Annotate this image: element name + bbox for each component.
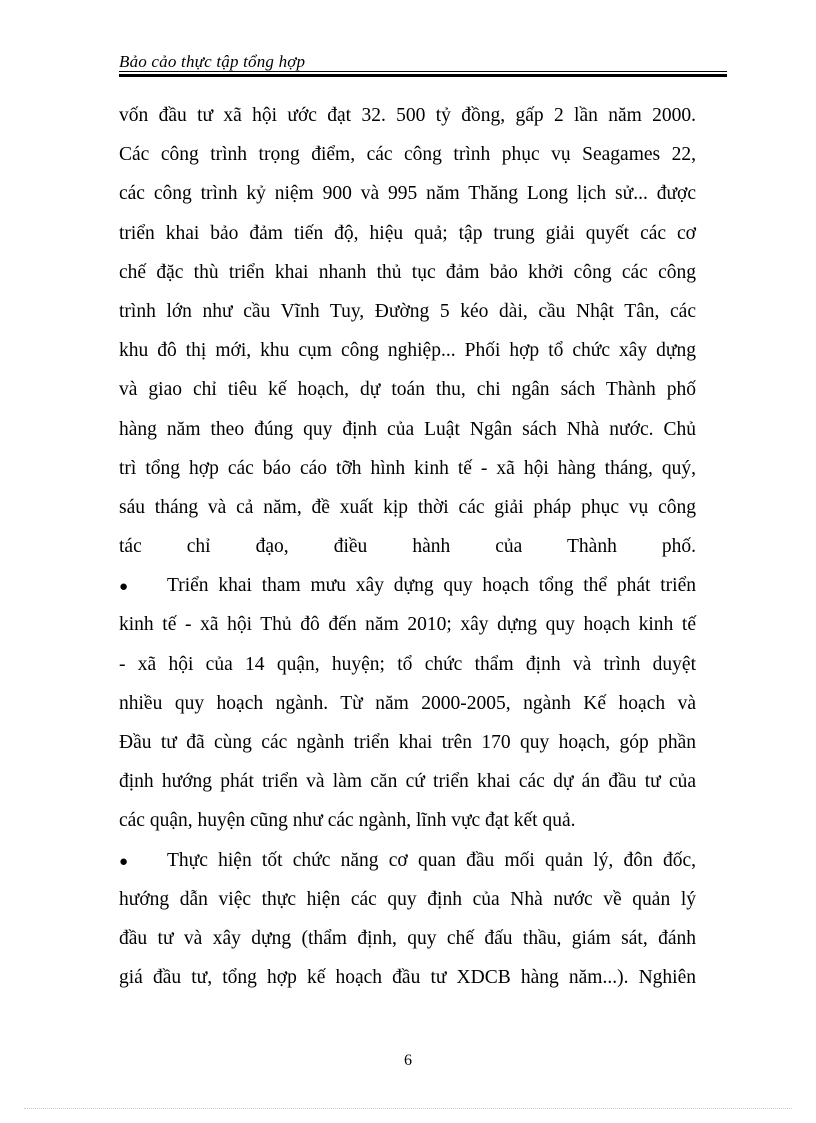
bullet-line	[119, 566, 696, 605]
bullet-line	[119, 841, 696, 880]
text-line-content: giá đầu tư, tổng hợp kế hoạch đầu tư XDCB hàng năm...). Nghiên	[119, 967, 696, 989]
text-line	[119, 370, 696, 409]
text-line-content: Thực hiện tốt chức năng cơ quan đầu mối quản lý, đôn đốc,	[167, 849, 696, 871]
text-line-content: - xã hội của 14 quận, huyện; tổ chức thẩm định và trình duyệt	[119, 653, 696, 675]
text-line	[119, 880, 696, 919]
page-number: 6	[404, 1052, 412, 1069]
text-line-content: nhiều quy hoạch ngành. Từ năm 2000-2005, ngành Kế hoạch và	[119, 692, 696, 714]
text-line-content: hàng năm theo đúng quy định của Luật Ngân sách Nhà nước. Chủ	[119, 418, 696, 440]
text-line-content: trình lớn như cầu Vĩnh Tuy, Đường 5 kéo dài, cầu Nhật Tân, các	[119, 300, 696, 322]
text-line	[119, 135, 696, 174]
text-line	[119, 214, 696, 253]
text-line-content: vốn đầu tư xã hội ước đạt 32. 500 tỷ đồng, gấp 2 lần năm 2000.	[119, 105, 696, 126]
text-line-content: chế đặc thù triển khai nhanh thủ tục đảm bảo khởi công các công	[119, 261, 696, 283]
header-rule-thin	[119, 71, 727, 72]
text-line-content: sáu tháng và cả năm, đề xuất kịp thời các giải pháp phục vụ công	[119, 496, 696, 518]
header-title: Bảo cảo thực tập tổng hợp	[119, 52, 306, 71]
text-line-content: hướng dẫn việc thực hiện các quy định của Nhà nước về quản lý	[119, 888, 696, 910]
text-line	[119, 645, 696, 684]
page-header	[119, 50, 727, 76]
text-line	[119, 449, 696, 488]
text-line-content: và giao chỉ tiêu kế hoạch, dự toán thu, chi ngân sách Thành phố	[119, 379, 696, 401]
text-line	[119, 527, 696, 566]
text-line-content: Triển khai tham mưu xây dựng quy hoạch tổng thể phát triển	[167, 575, 696, 597]
text-line-content: các quận, huyện cũng như các ngành, lĩnh vực đạt kết quả.	[119, 810, 576, 832]
text-line	[119, 410, 696, 449]
text-line-content: triển khai bảo đảm tiến độ, hiệu quả; tập trung giải quyết các cơ	[119, 222, 696, 244]
text-line-content: đầu tư và xây dựng (thẩm định, quy chế đấu thầu, giám sát, đánh	[119, 927, 696, 949]
text-line-content: khu đô thị mới, khu cụm công nghiệp... Phối hợp tổ chức xây dựng	[119, 340, 696, 362]
header-rule-thick	[119, 74, 727, 77]
text-line	[119, 762, 696, 801]
text-line-content: định hướng phát triển và làm căn cứ triển khai các dự án đầu tư của	[119, 771, 696, 793]
text-line	[119, 292, 696, 331]
text-line	[119, 488, 696, 527]
text-line	[119, 723, 696, 762]
text-line-content: các công trình kỷ niệm 900 và 995 năm Thăng Long lịch sử... được	[119, 183, 696, 205]
text-line-content: kinh tế - xã hội Thủ đô đến năm 2010; xây dựng quy hoạch kinh tế	[119, 614, 696, 636]
text-line	[119, 331, 696, 370]
page-bottom-rule	[24, 1108, 792, 1109]
bullet-icon: ●	[119, 853, 129, 870]
text-line	[119, 96, 696, 135]
text-line-content: Các công trình trọng điểm, các công trình phục vụ Seagames 22,	[119, 144, 696, 166]
text-line-content: tác chỉ đạo, điều hành của Thành phố.	[119, 536, 696, 558]
text-line-content: Đầu tư đã cùng các ngành triển khai trên 170 quy hoạch, góp phần	[119, 732, 696, 753]
text-line	[119, 605, 696, 644]
text-line	[119, 801, 696, 840]
text-line-content: trì tổng hợp các báo cáo tỡh hình kinh tế - xã hội hàng tháng, quý,	[119, 457, 696, 479]
text-line	[119, 919, 696, 958]
text-line	[119, 253, 696, 292]
body-text	[119, 96, 696, 997]
text-line	[119, 684, 696, 723]
text-line	[119, 174, 696, 213]
text-line	[119, 958, 696, 997]
bullet-icon: ●	[119, 579, 129, 596]
